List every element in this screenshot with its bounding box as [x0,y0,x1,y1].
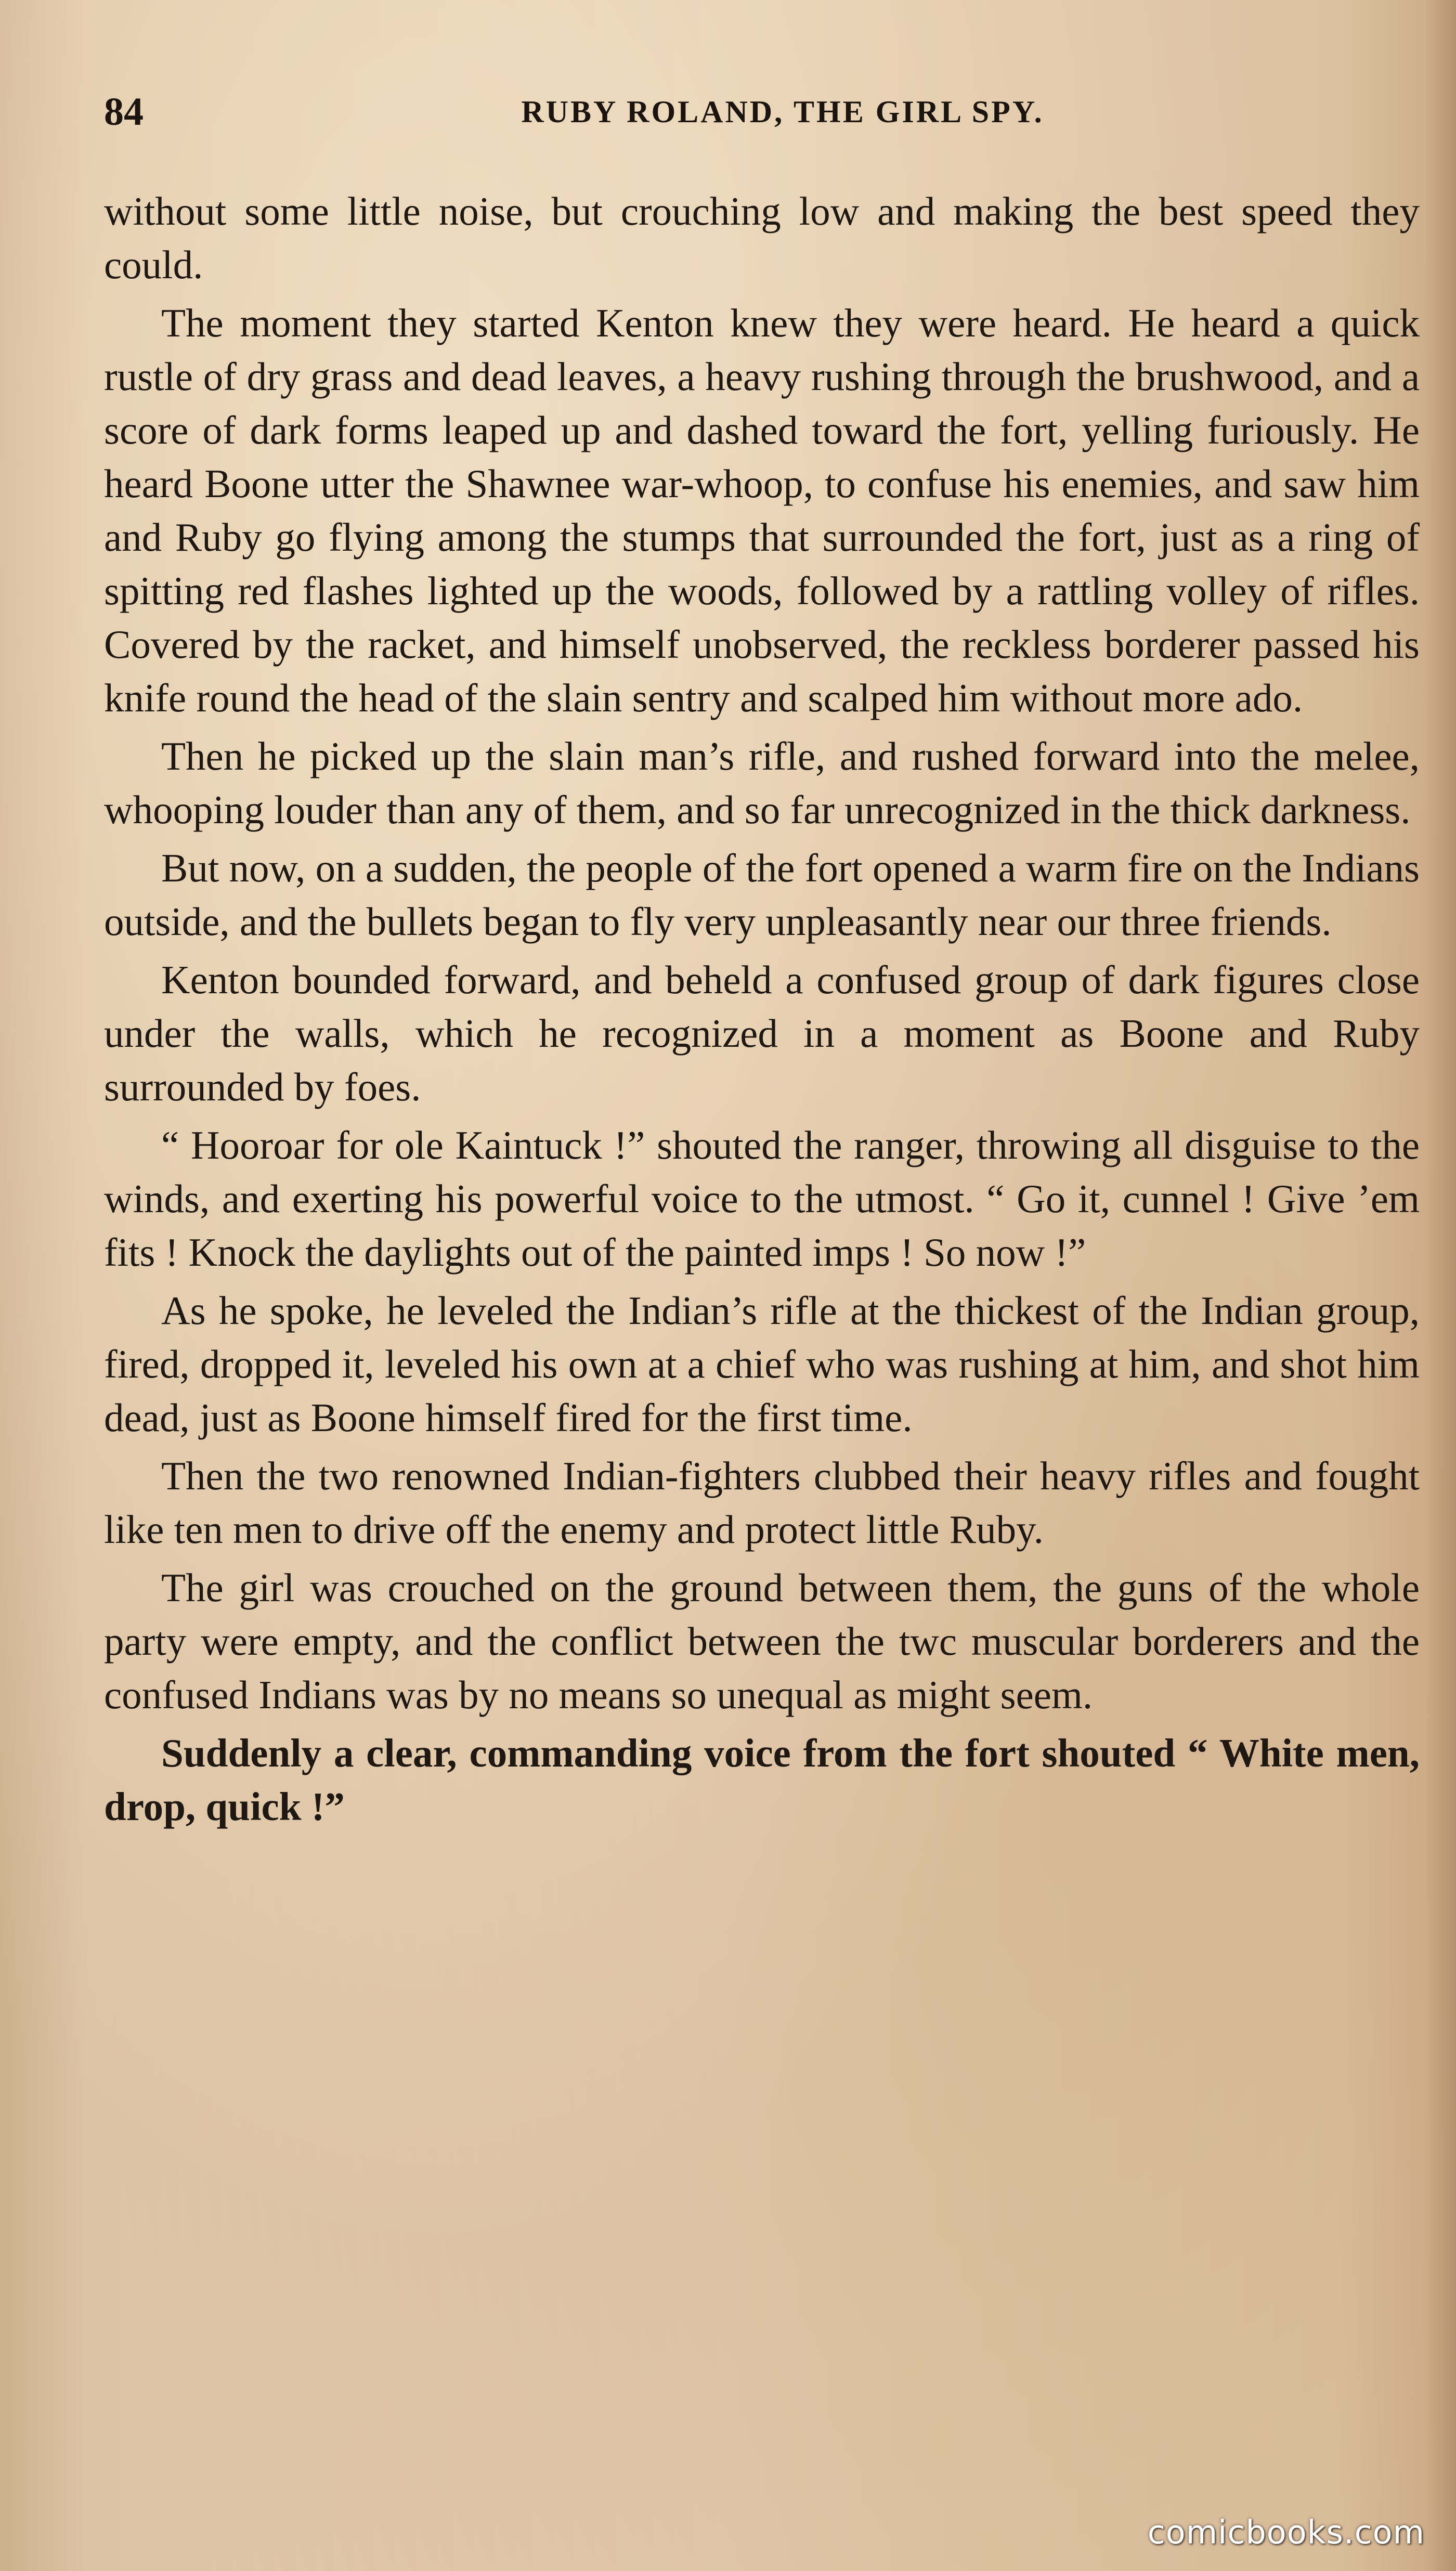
page-edge-shadow [1425,0,1456,2571]
paragraph: Kenton bounded forward, and beheld a confused group of dark figures close under the walls, which he recognized in a moment as Boone and Ruby surrounded by foes. [104,957,1420,1109]
paragraph: But now, on a sudden, the people of the fort opened a warm fire on the Indians outside, and the bullets began to fly very unpleasantly near our three friends. [104,846,1420,944]
paragraph: The girl was crouched on the ground between them, the guns of the whole party were empty, and the conflict between the twc muscular borderers and the confused Indians was by no means so unequal as might seem. [104,1565,1420,1717]
body-text [104,185,1420,1838]
page-number: 84 [104,90,144,134]
paragraph: Then he picked up the slain man’s rifle, and rushed forward into the melee, whooping louder than any of them, and so far unrecognized in the thick darkness. [104,734,1420,832]
watermark: comicbooks.com [1147,2513,1425,2551]
paragraph: The moment they started Kenton knew they were heard. He heard a quick rustle of dry grass and dead leaves, a heavy rushing through the brushwood, and a score of dark forms leaped up and dashed toward the fort, yelling furiously. He heard Boone utter the Shawnee war-whoop, to confuse his enemies, and saw him and Ruby go flying among the stumps that surrounded the fort, just as a ring of spitting red flashes lighted up the woods, followed by a rattling volley of rifles. Covered by the racket, and himself unobserved, the reckless borderer passed his knife round the head of the slain sentry and scalped him without more ado. [104,301,1420,720]
paragraph: Then the two renowned Indian-fighters clubbed their heavy rifles and fought like ten men to drive off the enemy and protect little Ruby. [104,1453,1420,1552]
paragraph: “ Hooroar for ole Kaintuck !” shouted the ranger, throwing all disguise to the winds, and exerting his powerful voice to the utmost. “ Go it, cunnel ! Give ’em fits ! Knock the daylights out of the painted imps ! So now !” [104,1123,1420,1275]
running-title: RUBY ROLAND, THE GIRL SPY. [521,95,1044,129]
paragraph: As he spoke, he leveled the Indian’s rifle at the thickest of the Indian group, fired, dropped it, leveled his own at a chief who was rushing at him, and shot him dead, just as Boone himself fired for the first time. [104,1288,1420,1440]
running-head [104,78,1430,146]
paragraph: without some little noise, but crouching low and making the best speed they could. [104,189,1420,287]
paragraph: Suddenly a clear, commanding voice from the fort shouted “ White men, drop, quick !” [104,1731,1420,1829]
